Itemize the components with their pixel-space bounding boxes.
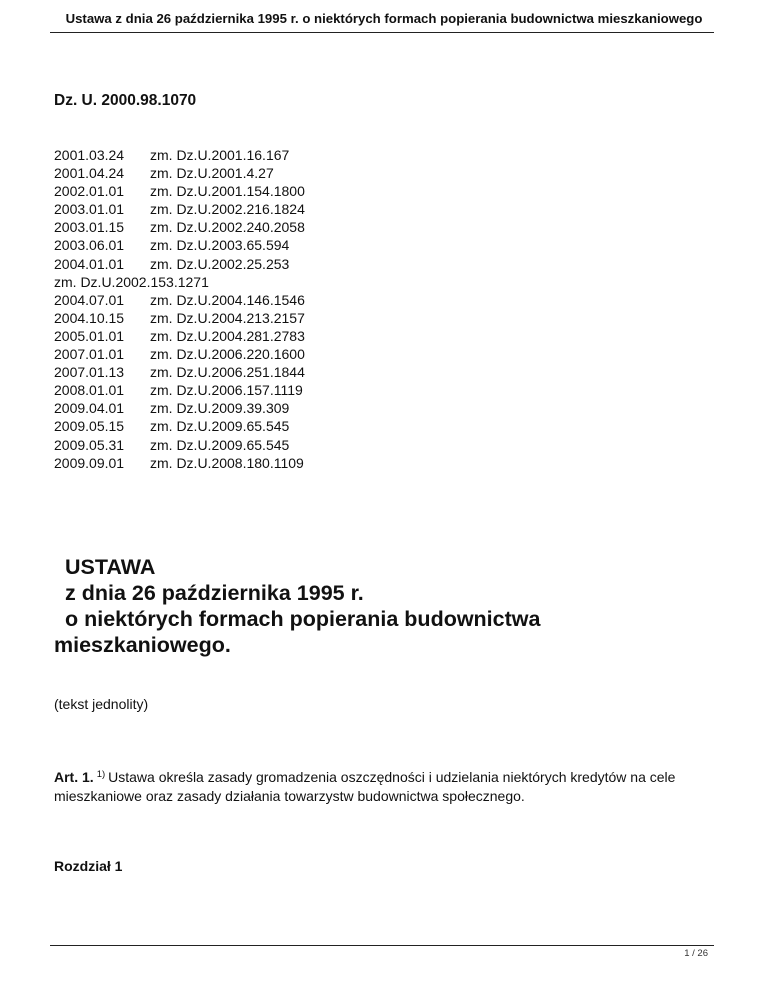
document-id: Dz. U. 2000.98.1070 — [54, 92, 197, 109]
amendment-ref: zm. Dz.U.2002.25.253 — [150, 255, 290, 272]
amendment-row — [54, 164, 305, 182]
amendment-ref: zm. Dz.U.2004.281.2783 — [150, 327, 305, 344]
amendments-list — [54, 146, 305, 472]
amendment-date: 2004.10.15 — [54, 309, 125, 326]
amendment-row — [54, 381, 305, 399]
amendment-date: 2004.07.01 — [54, 291, 125, 308]
amendment-row — [54, 454, 305, 472]
amendment-row — [54, 309, 305, 327]
running-header: Ustawa z dnia 26 października 1995 r. o niektórych formach popierania budownictwa mieszkaniowego — [65, 11, 703, 26]
article-1 — [54, 765, 714, 806]
footnote-ref[interactable]: 1) — [96, 769, 106, 780]
amendment-row — [54, 417, 305, 435]
amendment-ref: zm. Dz.U.2009.65.545 — [150, 418, 290, 435]
amendment-date: 2003.01.15 — [54, 219, 125, 236]
amendment-ref: zm. Dz.U.2003.65.594 — [150, 237, 290, 254]
amendment-ref: zm. Dz.U.2001.4.27 — [150, 165, 274, 182]
amendment-ref: zm. Dz.U.2004.146.1546 — [150, 291, 305, 308]
amendment-ref: zm. Dz.U.2001.16.167 — [150, 147, 290, 163]
amendment-row — [54, 273, 305, 291]
footer-divider — [50, 945, 714, 946]
amendment-ref: zm. Dz.U.2002.153.1271 — [54, 273, 209, 290]
amendment-date: 2003.06.01 — [54, 237, 125, 254]
amendment-ref: zm. Dz.U.2006.157.1119 — [150, 382, 303, 399]
amendment-row — [54, 200, 305, 218]
amendment-ref: zm. Dz.U.2009.39.309 — [150, 400, 290, 417]
amendment-row — [54, 345, 305, 363]
amendment-ref: zm. Dz.U.2006.220.1600 — [150, 346, 305, 363]
amendment-date: 2009.04.01 — [54, 400, 125, 417]
amendment-date: 2007.01.13 — [54, 364, 125, 381]
amendment-row — [54, 291, 305, 309]
amendment-date: 2001.03.24 — [54, 147, 125, 163]
amendment-row — [54, 436, 305, 454]
amendment-date: 2007.01.01 — [54, 346, 125, 363]
article-text: Ustawa określa zasady gromadzenia oszczędności i udzielania niektórych kredytów na cele mieszkaniowe oraz zasady działania towarzystw budownictwa społecznego. — [54, 769, 676, 804]
amendment-row — [54, 146, 305, 164]
page-number: 1 / 26 — [684, 948, 708, 959]
amendment-row — [54, 236, 305, 254]
amendment-date: 2002.01.01 — [54, 183, 125, 200]
act-title-line: o niektórych formach popierania budownictwa — [65, 607, 541, 631]
act-title-line: mieszkaniowego. — [54, 633, 231, 657]
amendment-row — [54, 218, 305, 236]
amendment-ref: zm. Dz.U.2008.180.1109 — [150, 454, 304, 471]
amendment-row — [54, 255, 305, 273]
amendment-row — [54, 182, 305, 200]
amendment-date: 2009.05.31 — [54, 436, 125, 453]
article-number: Art. 1. — [54, 769, 94, 785]
chapter-heading: Rozdział 1 — [54, 858, 123, 874]
amendment-date: 2009.09.01 — [54, 454, 125, 471]
amendment-date: 2005.01.01 — [54, 327, 125, 344]
amendment-ref: zm. Dz.U.2001.154.1800 — [150, 183, 305, 200]
amendment-ref: zm. Dz.U.2009.65.545 — [150, 436, 290, 453]
amendment-date: 2003.01.01 — [54, 201, 125, 218]
amendment-date: 2008.01.01 — [54, 382, 125, 399]
amendment-row — [54, 363, 305, 381]
amendment-ref: zm. Dz.U.2004.213.2157 — [150, 309, 305, 326]
consolidated-text-note: (tekst jednolity) — [54, 696, 149, 712]
amendment-row — [54, 399, 305, 417]
amendment-date: 2004.01.01 — [54, 255, 125, 272]
amendment-date: 2009.05.15 — [54, 418, 125, 435]
act-title-line: z dnia 26 października 1995 r. — [65, 581, 364, 605]
header-divider — [50, 32, 714, 33]
amendment-ref: zm. Dz.U.2002.216.1824 — [150, 201, 305, 218]
amendment-ref: zm. Dz.U.2002.240.2058 — [150, 219, 305, 236]
amendment-date: 2001.04.24 — [54, 165, 125, 182]
act-title-line: USTAWA — [65, 555, 156, 579]
amendment-ref: zm. Dz.U.2006.251.1844 — [150, 364, 305, 381]
act-title — [54, 554, 540, 658]
amendment-row — [54, 327, 305, 345]
